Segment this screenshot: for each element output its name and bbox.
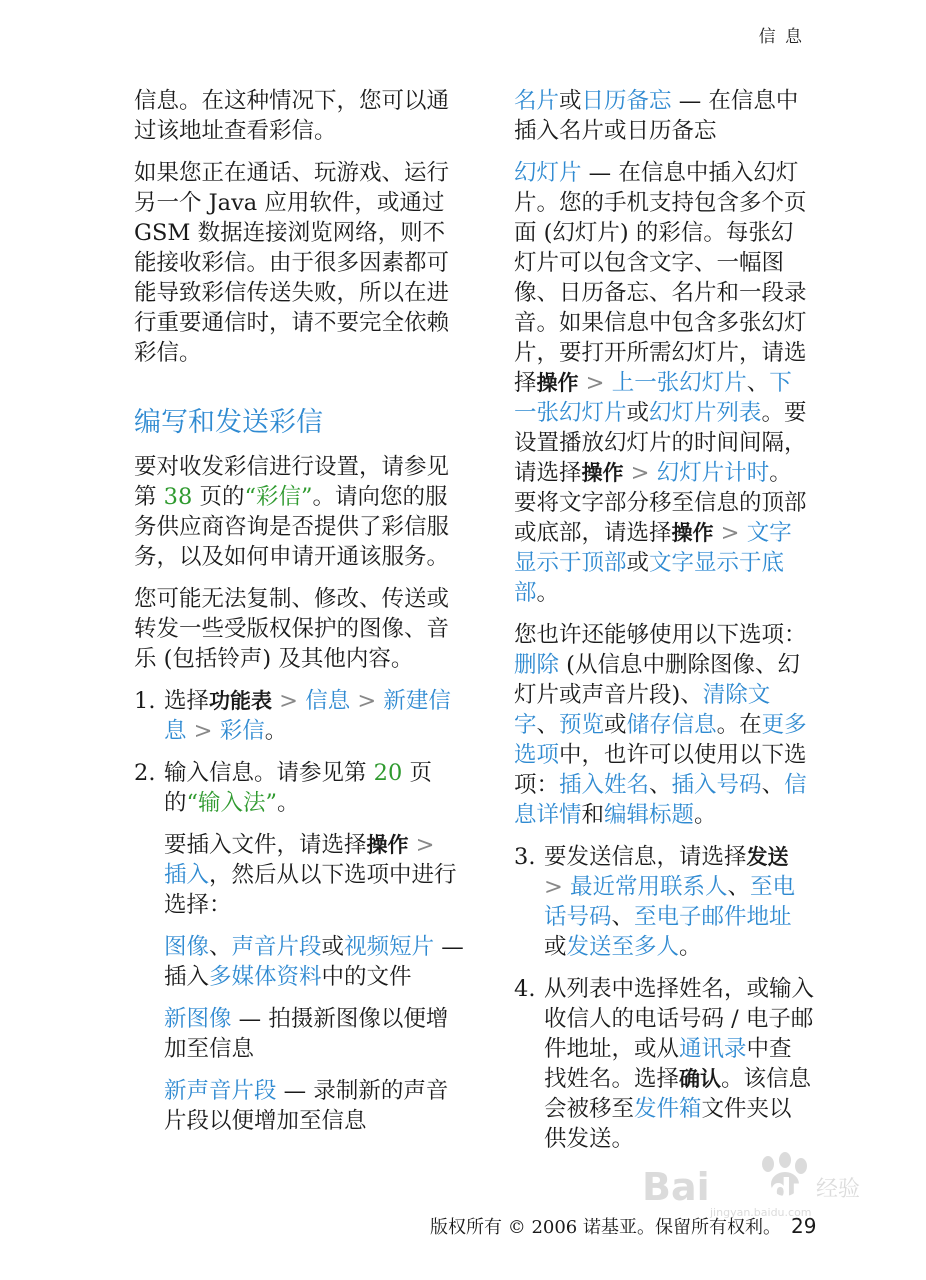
menu-option: 视频短片 [344, 934, 435, 960]
paragraph: 名片或日历备忘 — 在信息中插入名片或日历备忘 [514, 88, 799, 144]
menu-option: 发件箱 [634, 1096, 702, 1122]
menu-option: 储存信息 [626, 712, 717, 738]
paragraph: 您也许还能够使用以下选项：删除 (从信息中删除图像、幻灯片或声音片段)、清除文字、预览或储存信息。在更多选项中，也许可以使用以下选项：插入姓名、插入号码、信息详情和编辑标题。 [514, 622, 807, 828]
paragraph: 图像、声音片段或视频短片 — 插入多媒体资料中的文件 [164, 934, 464, 990]
svg-text:jingyan.baidu.com: jingyan.baidu.com [710, 1206, 812, 1219]
menu-keyword: 功能表 [209, 689, 273, 713]
list-item [134, 758, 464, 1136]
step-number: 3. [514, 844, 536, 870]
menu-option: 清除文字 [514, 682, 771, 738]
step-number: 4. [514, 976, 536, 1002]
paragraph: 新图像 — 拍摄新图像以便增加至信息 [164, 1006, 449, 1062]
cross-ref-link[interactable]: “彩信” [244, 484, 313, 510]
section-heading: 编写和发送彩信 [134, 407, 323, 438]
menu-option: 下一张幻灯片 [514, 370, 792, 426]
steps-list [134, 686, 464, 1136]
page-footer [430, 1213, 816, 1239]
menu-option: 更多选项 [514, 712, 807, 768]
steps-list [514, 842, 814, 1154]
menu-keyword: 确认 [679, 1067, 722, 1091]
list-item: 3. 要发送信息，请选择发送 > 最近常用联系人、至电话号码、至电子邮件地址或发送至多人。 [514, 844, 796, 960]
menu-option: 发送至多人 [566, 934, 680, 960]
page-ref-link[interactable]: 38 [163, 484, 193, 510]
menu-option: 上一张幻灯片 [611, 370, 747, 396]
menu-keyword: 操作 [671, 521, 714, 545]
paragraph: 要插入文件，请选择操作 > 插入，然后从以下选项中进行选择： [164, 832, 457, 918]
baidu-watermark-logo [640, 1150, 880, 1220]
paragraph: 信息。在这种情况下，您可以通过该地址查看彩信。 [134, 88, 450, 144]
right-column [514, 86, 814, 1166]
page-number: 29 [790, 1214, 817, 1238]
menu-keyword: 操作 [536, 371, 579, 395]
menu-keyword: 操作 [366, 833, 409, 857]
menu-option: 日历备忘 [581, 88, 672, 114]
copyright-text: 版权所有 © 2006 诺基亚。保留所有权利。 [430, 1217, 781, 1238]
menu-option: 幻灯片 [514, 160, 582, 186]
svg-text:Bai: Bai [642, 1165, 710, 1209]
list-item: 4. 从列表中选择姓名，或输入收信人的电话号码 / 电子邮件地址，或从通讯录中查找姓名。选择确认。该信息会被移至发件箱文件夹以供发送。 [514, 976, 815, 1152]
step-number: 2. [134, 760, 156, 786]
menu-option: 幻灯片列表 [649, 400, 762, 426]
menu-option: 新声音片段 [164, 1078, 277, 1104]
paragraph: 要对收发彩信进行设置，请参见第 38 页的“彩信”。请向您的服务供应商咨询是否提供了彩信服务，以及如何申请开通该服务。 [134, 454, 450, 570]
menu-option: 删除 [514, 652, 560, 678]
menu-option: 文字显示于顶部 [514, 520, 792, 576]
menu-option: 插入 [164, 862, 210, 888]
menu-option: 彩信 [219, 718, 265, 744]
menu-option: 文字显示于底部 [514, 550, 785, 606]
menu-option: 编辑标题 [604, 802, 695, 828]
page-ref-link[interactable]: 20 [373, 760, 403, 786]
cross-ref-link[interactable]: “输入法” [186, 790, 278, 816]
menu-option: 至电子邮件地址 [634, 904, 792, 930]
svg-text:经验: 经验 [816, 1177, 861, 1202]
paragraph: 新声音片段 — 录制新的声音片段以便增加至信息 [164, 1078, 449, 1134]
menu-option: 至电话号码 [544, 874, 796, 930]
menu-option: 幻灯片计时 [656, 460, 770, 486]
paragraph: 您可能无法复制、修改、传送或转发一些受版权保护的图像、音乐 (包括铃声) 及其他内容。 [134, 586, 450, 672]
step-number: 1. [134, 688, 156, 714]
menu-option: 新图像 [164, 1006, 232, 1032]
menu-keyword: 操作 [581, 461, 624, 485]
menu-option: 通讯录 [679, 1036, 747, 1062]
list-item: 1. 选择功能表 > 信息 > 新建信息 > 彩信。 [134, 688, 451, 744]
menu-option: 图像 [164, 934, 210, 960]
menu-option: 声音片段 [231, 934, 322, 960]
menu-option: 名片 [514, 88, 560, 114]
menu-option: 预览 [559, 712, 605, 738]
menu-option: 最近常用联系人 [570, 874, 728, 900]
menu-option: 插入姓名 [559, 772, 650, 798]
menu-option: 新建信息 [164, 688, 451, 744]
paragraph: 幻灯片 — 在信息中插入幻灯片。您的手机支持包含多个页面 (幻灯片) 的彩信。每张幻灯片可以包含文字、一幅图像、日历备忘、名片和一段录音。如果信息中包含多张幻灯片，要打开所需幻灯片，请选择操作 > 上一张幻灯片、下一张幻灯片或幻灯片列表。要设置播放幻灯片的时间间隔，请选择操作 > 幻灯片计时。要将文字部分移至信息的顶部或底部，请选择操作 > 文字显示于顶部或文字显示于底部。 [514, 160, 807, 606]
menu-option: 插入号码 [671, 772, 762, 798]
svg-text:du: du [770, 1173, 813, 1208]
paragraph: 输入信息。请参见第 20 页的“输入法”。 [164, 760, 432, 816]
menu-option: 多媒体资料 [209, 964, 322, 990]
running-header: 信 息 [758, 27, 804, 47]
menu-option: 信息详情 [514, 772, 807, 828]
paragraph: 如果您正在通话、玩游戏、运行另一个 Java 应用软件，或通过 GSM 数据连接浏览网络，则不能接收彩信。由于很多因素都可能导致彩信传送失败，所以在进行重要通信时，请不要完全依赖彩信。 [134, 160, 450, 366]
menu-keyword: 发送 [746, 845, 789, 869]
left-column [134, 86, 464, 1148]
menu-option: 信息 [305, 688, 351, 714]
